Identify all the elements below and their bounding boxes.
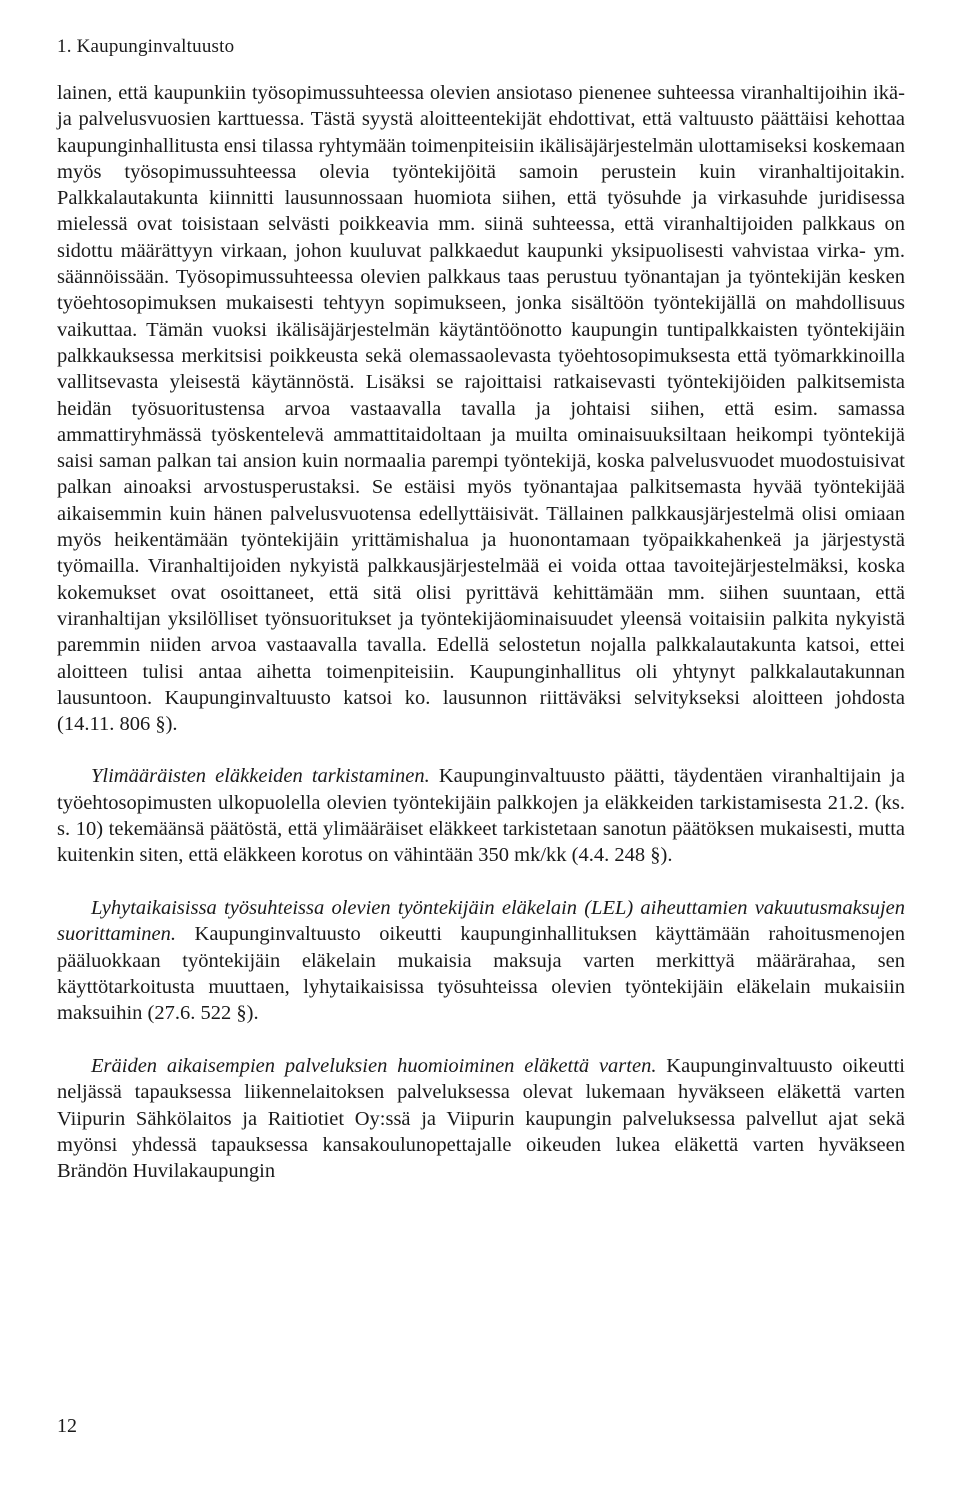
section-pension-review [57, 763, 905, 868]
body-text [57, 80, 905, 1185]
page-number: 12 [57, 1415, 77, 1437]
continued-paragraph: lainen, että kaupunkiin työsopimussuhteessa olevien ansiotaso pienenee suhteessa viranhaltijoihin ikä- ja palvelusvuosien karttuessa. Tästä syystä aloitteentekijät ehdottivat, että valtuusto päättäisi kehottaa kaupunginhallitusta ensi tilassa ryhtymään toimenpiteisiin ikälisäjärjestelmän ulottamiseksi koskemaan myös työsopimussuhteessa olevia työntekijöitä samoin perustein kuin viranhaltijoitakin. Palkkalautakunta kiinnitti lausunnossaan huomiota siihen, että työsuhde ja virkasuhde juridisessa mielessä ovat toisistaan selvästi poikkeavia mm. siinä suhteessa, että viranhaltijoiden palkkaus on sidottu määrättyyn virkaan, johon kuuluvat palkkaedut kaupunki yksipuolisesti vahvistaa virka- ym. säännöissään. Työsopimussuhteessa olevien palkkaus taas perustuu työnantajan ja työntekijän kesken työehtosopimuksen mukaisesti tehtyyn sopimukseen, jonka sisältöön työntekijällä on mahdollisuus vaikuttaa. Tämän vuoksi ikälisäjärjestelmän käytäntöönotto kaupungin tuntipalkkaisten työntekijäin palkkauksessa merkitsisi poikkeusta sekä olemassaolevasta työehtosopimuksesta että työmarkkinoilla vallitsevasta yleisestä käytännöstä. Lisäksi se rajoittaisi ratkaisevasti työntekijöiden palkitsemista heidän työsuoritustensa arvoa vastaavalla tavalla ja johtaisi siihen, että esim. samassa ammattiryhmässä työskentelevä ammattitaidoltaan ja muilta ominaisuuksiltaan heikompi työntekijä saisi saman palkan tai ansion kuin normaalia parempi työntekijä, koska palvelusvuodet muodostuisivat palkan ainoaksi arvostusperustaksi. Se estäisi myös työnantajaa palkitsemasta hyvää työntekijää aikaisemmin kuin hänen palvelusvuotensa edellyttäisivät. Tällainen palkkausjärjestelmä olisi omiaan myös heikentämään työntekijäin yrittämishalua ja huonontamaan työpaikkahenkeä ja järjestystä työmailla. Viranhaltijoiden nykyistä palkkausjärjestelmää ei voida ottaa tavoitejärjestelmäksi, koska kokemukset ovat osoittaneet, että sitä olisi pyrittävä kehittämään mm. siihen suuntaan, että viranhaltijan yksilölliset työnsuoritukset ja työntekijäominaisuudet yleensä voitaisiin palkita nykyistä paremmin niiden arvoa vastaavalla tavalla. Edellä selostetun nojalla palkkalautakunta katsoi, ettei aloitteen tulisi antaa aihetta toimenpiteisiin. Kaupunginhallitus oli yhtynyt palkkalautakunnan lausuntoon. Kaupunginvaltuusto katsoi ko. lausunnon riittäväksi selvitykseksi aloitteen johdosta (14.11. 806 §). [57, 82, 905, 736]
section-text: Kaupunginvaltuusto oikeutti neljässä tapauksessa liikennelaitoksen palveluksessa olevat lukemaan hyväkseen eläkettä varten Viipurin Sähkölaitos ja Raitiotiet Oy:ssä ja Viipurin kaupungin palveluksessa palvellut ajat sekä myönsi yhdessä tapauksessa kansakoulunopettajalle oikeuden lukea eläkettä varten hyväkseen Brändön Huvilakaupungin [57, 1055, 905, 1183]
section-lel-insurance [57, 895, 905, 1026]
section-text: Kaupunginvaltuusto päätti, täydentäen viranhaltijain ja työehtosopimusten ulkopuolella olevien työntekijäin palkkojen ja eläkkeiden tarkistamisesta 21.2. (ks. s. 10) tekemäänsä päätöstä, että ylimääräiset eläkkeet tarkistetaan sanotun päätöksen mukaisesti, mutta kuitenkin siten, että eläkkeen korotus on vähintään 350 mk/kk (4.4. 248 §). [57, 765, 905, 867]
running-head: 1. Kaupunginvaltuusto [57, 36, 235, 57]
section-title: Ylimääräisten eläkkeiden tarkistaminen. [91, 765, 430, 788]
section-text: Kaupunginvaltuusto oikeutti kaupunginhallituksen käyttämään rahoitusmenojen pääluokkaan työntekijäin eläkelain mukaisia maksuja varten merkittyä määrärahaa, sen käyttötarkoitusta muuttaen, lyhytaikaisissa työsuhteissa olevien työntekijäin eläkelain mukaisiin maksuihin (27.6. 522 §). [57, 923, 905, 1025]
section-title: Lyhytaikaisissa työsuhteissa olevien työntekijäin eläkelain (LEL) aiheuttamien vakuutusmaksujen suorittaminen. [57, 897, 905, 946]
section-title: Eräiden aikaisempien palveluksien huomioiminen eläkettä varten. [91, 1055, 657, 1078]
section-prior-service [57, 1053, 905, 1184]
